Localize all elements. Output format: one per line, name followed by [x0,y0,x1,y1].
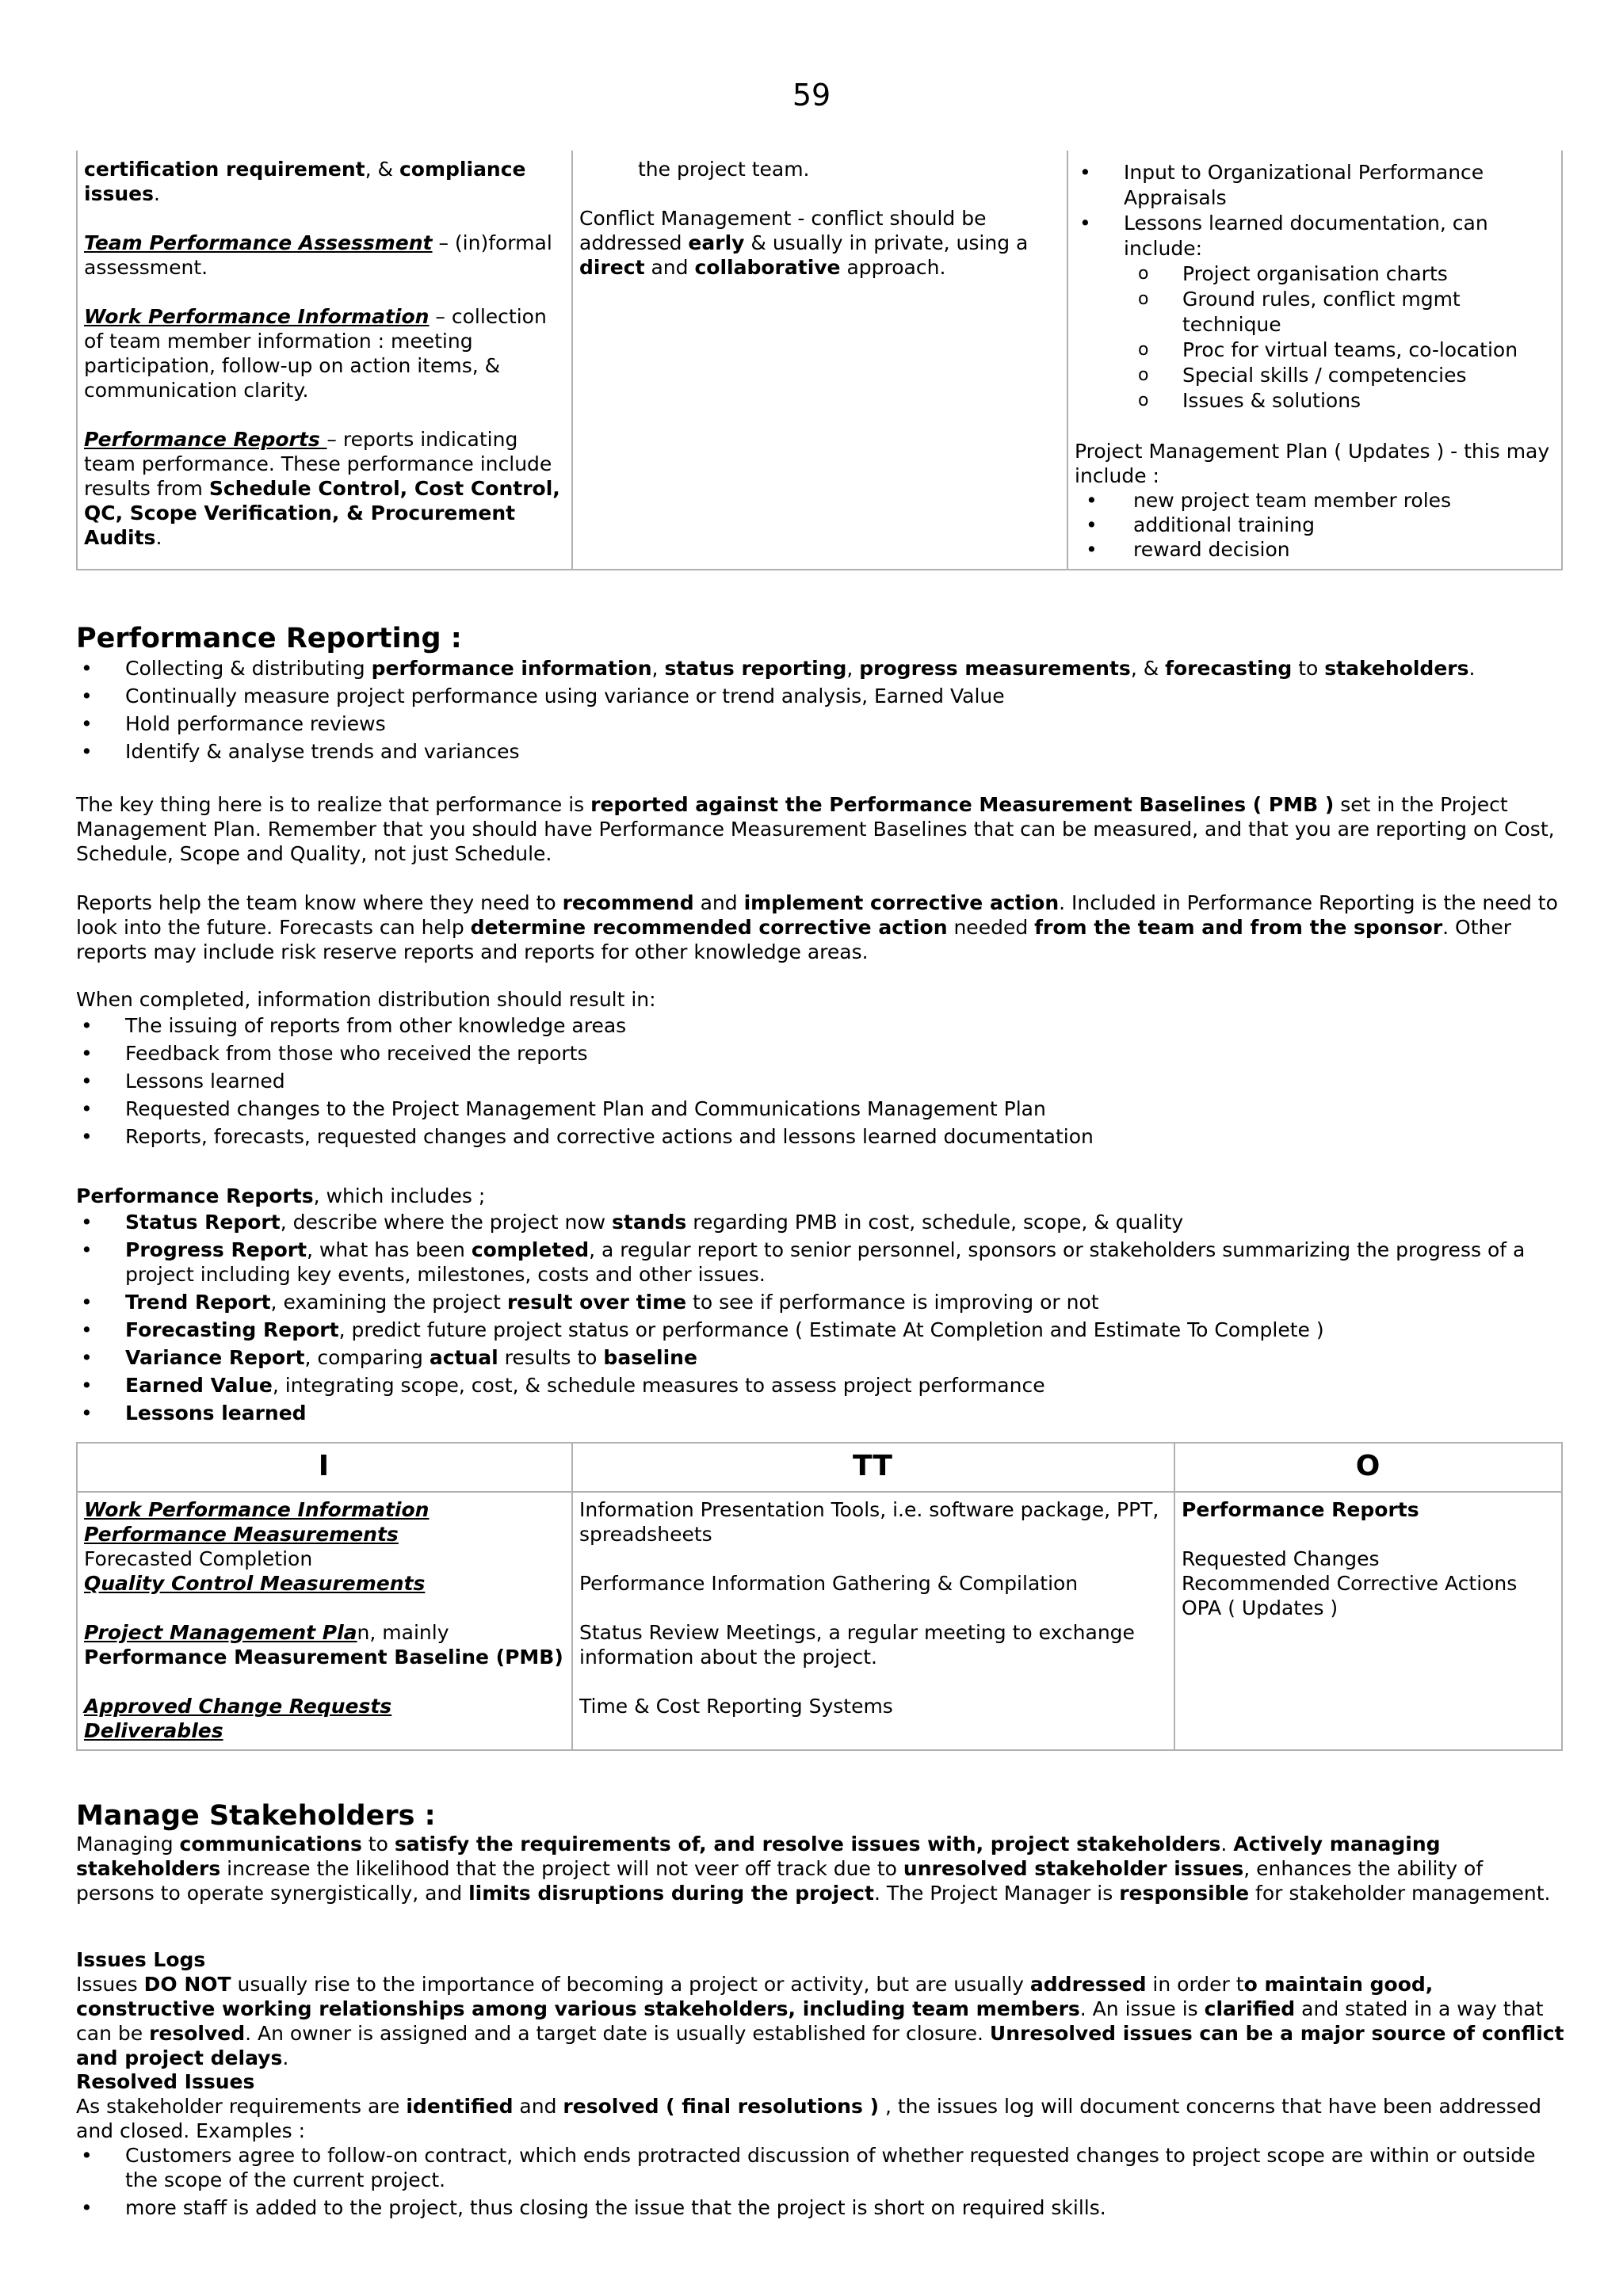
performance-reporting-section [76,623,1566,765]
text: – reports indicating team performance. These performance include results from [84,428,552,500]
list-item: • Identify & analyse trends and variances [76,738,1566,765]
top-table-col2 [571,151,1067,570]
text: Recommended Corrective Actions [1182,1572,1518,1595]
list [76,2143,1566,2220]
list-item: • Hold performance reviews [76,710,1566,738]
list-item: • Feedback from those who received the reports [76,1039,1566,1067]
text: Forecasted Completion [84,1547,313,1570]
resolved-issues-block [76,2069,1566,2223]
list-item: o Ground rules, conflict mgmt technique [1075,287,1553,338]
list-item: • Forecasting Report, predict future project status or performance ( Estimate At Completion and Estimate To Complete ) [76,1318,1566,1342]
inputs-cell [76,1491,571,1749]
text: Information Presentation Tools, i.e. software package, PPT, spreadsheets [579,1498,1159,1546]
paragraph: The key thing here is to realize that performance is reported against the Performance Measurement Baselines ( PMB ) set in the Project Management Plan. Remember that you should have Performance Measurement Baselines that can be measured, and that you are reporting on Cost, Schedule, Scope and Quality, not just Schedule. [76,793,1555,865]
section-heading: Performance Reporting : [76,623,462,654]
subheading: Issues Logs [76,1948,206,1971]
paragraph: Performance Reports, which includes ; [76,1184,486,1207]
text: direct [579,256,645,279]
text: and [644,256,695,279]
text: Schedule Control, Cost Control, QC, Scope Verification, & Procurement Audits [84,477,560,549]
term-title: Work Performance Information [84,305,430,328]
text: OPA ( Updates ) [1182,1596,1338,1619]
text: Project Management Plan ( Updates ) - this may include : [1075,440,1550,487]
list-item: • additional training [1075,513,1553,537]
text: collaborative [694,256,841,279]
text: certification requirement [84,158,365,181]
list-item: • Continually measure project performance using variance or trend analysis, Earned Value [76,682,1566,710]
list-item: • Requested changes to the Project Management Plan and Communications Management Plan [76,1095,1566,1123]
text: early [688,231,745,254]
list-item: o Proc for virtual teams, co-location [1075,338,1553,363]
sub-list [1075,261,1553,414]
column-header-inputs: I [318,1450,330,1482]
text: Performance Reports [1182,1498,1419,1521]
list-item: • Lessons learned documentation, can include: [1075,211,1553,261]
list-item: o Project organisation charts [1075,261,1553,287]
list-item: o Special skills / competencies [1075,363,1553,388]
text: Time & Cost Reporting Systems [579,1695,893,1718]
list-item: • Collecting & distributing performance information, status reporting, progress measurements, & forecasting to stakeholders. [76,654,1566,682]
top-table [76,151,1563,570]
list [76,1012,1566,1150]
list-item: o Issues & solutions [1075,388,1553,414]
text: approach. [840,256,946,279]
text: . [153,182,160,205]
outputs-cell [1174,1491,1562,1627]
text: Performance Measurements [84,1523,399,1546]
list-item: • Status Report, describe where the project now stands regarding PMB in cost, schedule, scope, & quality [76,1210,1566,1234]
paragraph: Reports help the team know where they need to recommend and implement corrective action. Included in Performance Reporting is the need to look into the future. Forecasts can help determine recommended corrective action needed from the team and from the sponsor. Other reports may include risk reserve reports and reports for other knowledge areas. [76,891,1558,963]
column-header-outputs: O [1355,1450,1381,1482]
list-item: • Variance Report, comparing actual results to baseline [76,1345,1566,1370]
top-table-col1 [76,151,571,570]
term-title: Performance Reports [84,428,327,451]
text: , & [365,158,399,181]
top-table-col3 [1067,151,1561,570]
text: Project Management Plan, mainly Performance Measurement Baseline (PMB) [84,1621,563,1669]
subheading: Resolved Issues [76,2070,255,2093]
text: compliance issues [84,158,526,205]
list-item: • reward decision [1075,537,1553,562]
column-header-tools: TT [853,1450,892,1482]
list-item: • Customers agree to follow-on contract, which ends protracted discussion of whether requested changes to project scope are within or outside the scope of the current project. [76,2143,1566,2192]
text: Approved Change Requests [84,1695,392,1718]
itto-table [76,1442,1563,1751]
tools-cell [571,1491,1174,1725]
list [76,1210,1566,1425]
list-item: • Earned Value, integrating scope, cost, & schedule measures to assess project performance [76,1373,1566,1398]
text: Work Performance Information [84,1498,430,1521]
list-item: • Input to Organizational Performance Appraisals [1075,160,1553,211]
term-title: Team Performance Assessment [84,231,433,254]
list [1075,488,1553,562]
list [1075,160,1553,261]
paragraph: When completed, information distribution should result in: [76,988,656,1011]
list [76,654,1566,765]
list-item: • Trend Report, examining the project result over time to see if performance is improving or not [76,1290,1566,1314]
text: Performance Information Gathering & Compilation [579,1572,1079,1595]
text: – (in)formal assessment. [84,231,552,279]
list-item: • Lessons learned [76,1401,1566,1425]
manage-stakeholders-section [76,1800,1566,1905]
text: the project team. [638,158,810,181]
text: . [155,526,162,549]
list-item: • The issuing of reports from other knowledge areas [76,1012,1566,1039]
list-item: • Reports, forecasts, requested changes and corrective actions and lessons learned documentation [76,1123,1566,1150]
page-number: 59 [792,78,831,113]
performance-reports-block [76,1184,1566,1428]
results-block [76,987,1566,1150]
text: Deliverables [84,1719,223,1742]
text: – collection of team member information : meeting participation, follow-up on action items, & communication clarity. [84,305,547,402]
text: & usually in private, using a [744,231,1029,254]
text: Quality Control Measurements [84,1572,426,1595]
list-item: • new project team member roles [1075,488,1553,513]
list-item: • more staff is added to the project, thus closing the issue that the project is short on required skills. [76,2195,1566,2220]
list-item: • Lessons learned [76,1067,1566,1095]
section-heading: Manage Stakeholders : [76,1800,436,1832]
issues-logs-block [76,1947,1566,2070]
paragraph: As stakeholder requirements are identified and resolved ( final resolutions ) , the issues log will document concerns that have been addressed and closed. Examples : [76,2095,1541,2142]
list-item: • Progress Report, what has been completed, a regular report to senior personnel, sponsors or stakeholders summarizing the progress of a project including key events, milestones, costs and other issues. [76,1238,1566,1287]
paragraph: Managing communications to satisfy the requirements of, and resolve issues with, project stakeholders. Actively managing stakeholders increase the likelihood that the project will not veer off track due to unresolved stakeholder issues, enhances the ability of persons to operate synergistically, and limits disruptions during the project. The Project Manager is responsible for stakeholder management. [76,1833,1551,1905]
text: Status Review Meetings, a regular meeting to exchange information about the project. [579,1621,1135,1669]
text: Requested Changes [1182,1547,1380,1570]
text: Conflict Management - conflict should be addressed [579,207,987,254]
paragraph: Issues DO NOT usually rise to the importance of becoming a project or activity, but are usually addressed in order to maintain good, constructive working relationships among various stakeholders, including team members. An issue is clarified and stated in a way that can be resolved. An owner is assigned and a target date is usually established for closure. Unresolved issues can be a major source of conflict and project delays. [76,1973,1564,2069]
